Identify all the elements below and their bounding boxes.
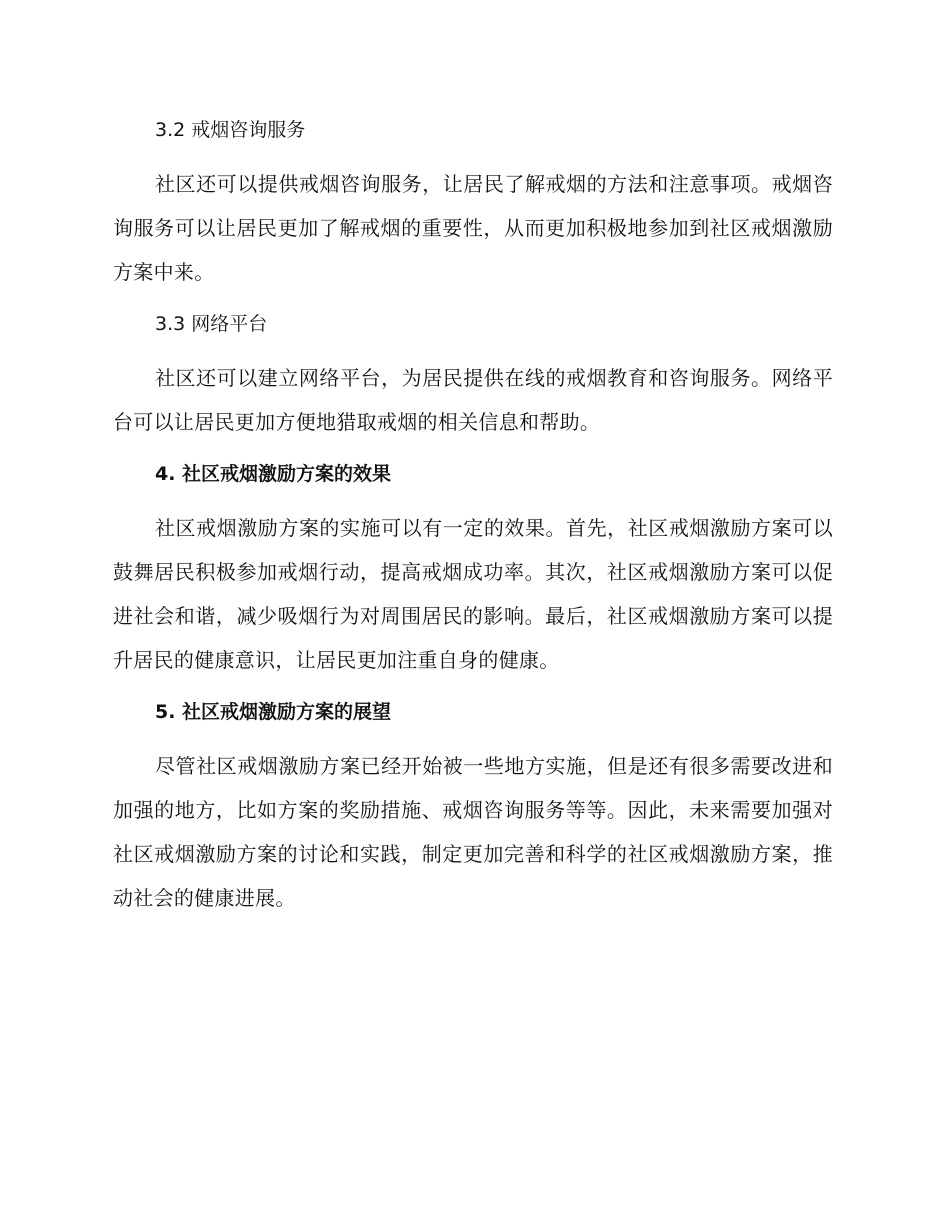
section-paragraph-3-2: 社区还可以提供戒烟咨询服务，让居民了解戒烟的方法和注意事项。戒烟咨询服务可以让居民更加了解戒烟的重要性，从而更加积极地参加到社区戒烟激励方案中来。 — [113, 172, 833, 284]
section-heading-4: 4. 社区戒烟激励方案的效果 — [155, 463, 392, 485]
section-paragraph-3-3: 社区还可以建立网络平台，为居民提供在线的戒烟教育和咨询服务。网络平台可以让居民更加方便地猎取戒烟的相关信息和帮助。 — [113, 366, 833, 434]
section-paragraph-4: 社区戒烟激励方案的实施可以有一定的效果。首先，社区戒烟激励方案可以鼓舞居民积极参加戒烟行动，提高戒烟成功率。其次，社区戒烟激励方案可以促进社会和谐，减少吸烟行为对周围居民的影响。最后，社区戒烟激励方案可以提升居民的健康意识，让居民更加注重自身的健康。 — [113, 516, 833, 672]
section-heading-3-2: 3.2 戒烟咨询服务 — [155, 119, 306, 141]
section-heading-3-3: 3.3 网络平台 — [155, 313, 268, 335]
document-body — [113, 112, 833, 932]
section-paragraph-5: 尽管社区戒烟激励方案已经开始被一些地方实施，但是还有很多需要改进和加强的地方，比如方案的奖励措施、戒烟咨询服务等等。因此，未来需要加强对社区戒烟激励方案的讨论和实践，制定更加完善和科学的社区戒烟激励方案，推动社会的健康进展。 — [113, 754, 833, 910]
section-heading-5: 5. 社区戒烟激励方案的展望 — [155, 701, 392, 723]
